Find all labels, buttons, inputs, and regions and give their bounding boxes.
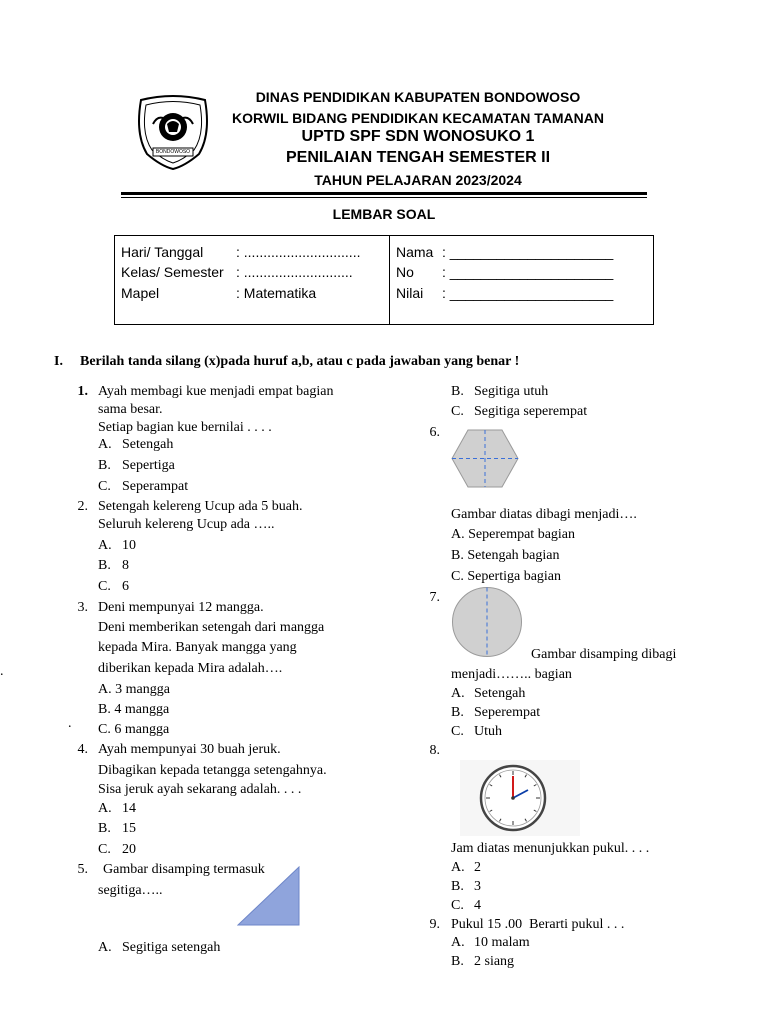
q4-text-1: Ayah mempunyai 30 buah jeruk. xyxy=(98,742,281,757)
info-box-divider xyxy=(389,235,390,325)
q3-number: 3. xyxy=(77,600,88,615)
kelas-field[interactable]: : ............................ xyxy=(236,264,353,280)
q4-option-b-letter[interactable]: B. xyxy=(98,821,111,836)
header-line-1: DINAS PENDIDIKAN KABUPATEN BONDOWOSO xyxy=(255,89,581,105)
stray-dot: . xyxy=(0,664,4,679)
q4-option-c-letter[interactable]: C. xyxy=(98,842,111,857)
q3-option-c[interactable]: C. 6 mangga xyxy=(98,722,170,737)
q1-option-a[interactable]: Setengah xyxy=(122,437,174,452)
q5-number: 5. xyxy=(77,862,88,877)
q8-option-c-letter[interactable]: C. xyxy=(451,898,464,913)
q3-option-a[interactable]: A. 3 mangga xyxy=(98,682,170,697)
q6-option-c[interactable]: C. Sepertiga bagian xyxy=(451,569,562,584)
q1-text-1: Ayah membagi kue menjadi empat bagian xyxy=(98,384,334,399)
hari-label: Hari/ Tanggal xyxy=(121,244,204,260)
q3-option-b[interactable]: B. 4 mangga xyxy=(98,702,170,717)
q5-text-2: segitiga….. xyxy=(98,883,163,898)
q1-number: 1. xyxy=(77,384,88,399)
q8-option-c[interactable]: 4 xyxy=(474,898,481,913)
q7-text-2: menjadi…….. bagian xyxy=(451,667,572,682)
nilai-label: Nilai xyxy=(396,285,424,301)
q1-option-b-letter[interactable]: B. xyxy=(98,458,111,473)
triangle-image xyxy=(237,866,301,927)
q2-option-a-letter[interactable]: A. xyxy=(98,538,112,553)
exam-title: PENILAIAN TENGAH SEMESTER II xyxy=(285,149,551,166)
q5-option-a-letter[interactable]: A. xyxy=(98,940,112,955)
sheet-title: LEMBAR SOAL xyxy=(332,206,436,222)
logo-text: BONDOWOSO xyxy=(155,149,191,155)
header-rule-thin xyxy=(121,197,647,198)
q9-number: 9. xyxy=(429,917,440,932)
stray-dot: . xyxy=(68,716,72,731)
section-instruction: Berilah tanda silang (x)pada huruf a,b, atau c pada jawaban yang benar ! xyxy=(80,354,520,369)
q2-option-b-letter[interactable]: B. xyxy=(98,558,111,573)
clock-image xyxy=(460,760,580,836)
q4-text-3: Sisa jeruk ayah sekarang adalah. . . . xyxy=(98,782,302,797)
header-rule-thick xyxy=(121,192,647,195)
header-line-2: KORWIL BIDANG PENDIDIKAN KECAMATAN TAMANAN xyxy=(231,110,605,126)
q5-option-b-letter[interactable]: B. xyxy=(451,384,464,399)
q4-option-a-letter[interactable]: A. xyxy=(98,801,112,816)
q4-option-a[interactable]: 14 xyxy=(122,801,136,816)
q4-option-c[interactable]: 20 xyxy=(122,842,136,857)
q9-option-b[interactable]: 2 siang xyxy=(474,954,515,969)
q5-option-c[interactable]: Segitiga seperempat xyxy=(474,404,588,419)
kelas-label: Kelas/ Semester xyxy=(121,264,224,280)
q7-option-c-letter[interactable]: C. xyxy=(451,724,464,739)
q7-option-c[interactable]: Utuh xyxy=(474,724,502,739)
q7-option-a-letter[interactable]: A. xyxy=(451,686,465,701)
section-number: I. xyxy=(54,354,63,369)
nama-label: Nama xyxy=(396,244,434,260)
no-label: No xyxy=(396,264,414,280)
q7-number: 7. xyxy=(429,590,440,605)
q4-number: 4. xyxy=(77,742,88,757)
q8-option-b[interactable]: 3 xyxy=(474,879,481,894)
q7-option-a[interactable]: Setengah xyxy=(474,686,526,701)
q9-option-a-letter[interactable]: A. xyxy=(451,935,465,950)
q1-option-a-letter[interactable]: A. xyxy=(98,437,112,452)
q5-text-1: Gambar disamping termasuk xyxy=(103,862,265,877)
q2-option-c[interactable]: 6 xyxy=(122,579,129,594)
q7-option-b[interactable]: Seperempat xyxy=(474,705,541,720)
q7-option-b-letter[interactable]: B. xyxy=(451,705,464,720)
q1-option-b[interactable]: Sepertiga xyxy=(122,458,175,473)
q8-option-b-letter[interactable]: B. xyxy=(451,879,464,894)
school-name: UPTD SPF SDN WONOSUKO 1 xyxy=(301,128,535,145)
mapel-value: : Matematika xyxy=(236,285,317,301)
q4-option-b[interactable]: 15 xyxy=(122,821,136,836)
q3-text-3: kepada Mira. Banyak mangga yang xyxy=(98,640,297,655)
q2-option-c-letter[interactable]: C. xyxy=(98,579,111,594)
nilai-field[interactable]: : _____________________ xyxy=(442,285,614,301)
q3-text-2: Deni memberikan setengah dari mangga xyxy=(98,620,325,635)
q8-text-1: Jam diatas menunjukkan pukul. . . . xyxy=(451,841,650,856)
q2-text-1: Setengah kelereng Ucup ada 5 buah. xyxy=(98,499,303,514)
mapel-label: Mapel xyxy=(121,285,160,301)
q8-option-a[interactable]: 2 xyxy=(474,860,481,875)
q5-option-a[interactable]: Segitiga setengah xyxy=(122,940,221,955)
school-year: TAHUN PELAJARAN 2023/2024 xyxy=(314,172,522,188)
q6-number: 6. xyxy=(429,425,440,440)
q1-option-c-letter[interactable]: C. xyxy=(98,479,111,494)
q9-option-a[interactable]: 10 malam xyxy=(474,935,530,950)
hari-field[interactable]: : .............................. xyxy=(236,244,361,260)
q2-number: 2. xyxy=(77,499,88,514)
q6-option-b[interactable]: B. Setengah bagian xyxy=(451,548,560,563)
q2-option-b[interactable]: 8 xyxy=(122,558,129,573)
q1-text-3: Setiap bagian kue bernilai . . . . xyxy=(98,420,272,435)
q2-text-2: Seluruh kelereng Ucup ada ….. xyxy=(98,517,275,532)
q7-text-1: Gambar disamping dibagi xyxy=(531,647,677,662)
q3-text-4: diberikan kepada Mira adalah…. xyxy=(98,661,283,676)
q8-number: 8. xyxy=(429,743,440,758)
no-field[interactable]: : _____________________ xyxy=(442,264,614,280)
q5-option-b[interactable]: Segitiga utuh xyxy=(474,384,549,399)
q6-text-1: Gambar diatas dibagi menjadi…. xyxy=(451,507,637,522)
q8-option-a-letter[interactable]: A. xyxy=(451,860,465,875)
q1-text-2: sama besar. xyxy=(98,402,163,417)
hexagon-image xyxy=(451,429,519,488)
q6-option-a[interactable]: A. Seperempat bagian xyxy=(451,527,576,542)
q9-text-1: Pukul 15 .00 Berarti pukul . . . xyxy=(451,917,625,932)
q5-option-c-letter[interactable]: C. xyxy=(451,404,464,419)
q2-option-a[interactable]: 10 xyxy=(122,538,136,553)
circle-image xyxy=(451,586,523,658)
q9-option-b-letter[interactable]: B. xyxy=(451,954,464,969)
q4-text-2: Dibagikan kepada tetangga setengahnya. xyxy=(98,763,327,778)
q3-text-1: Deni mempunyai 12 mangga. xyxy=(98,600,264,615)
q1-option-c[interactable]: Seperampat xyxy=(122,479,189,494)
nama-field[interactable]: : _____________________ xyxy=(442,244,614,260)
